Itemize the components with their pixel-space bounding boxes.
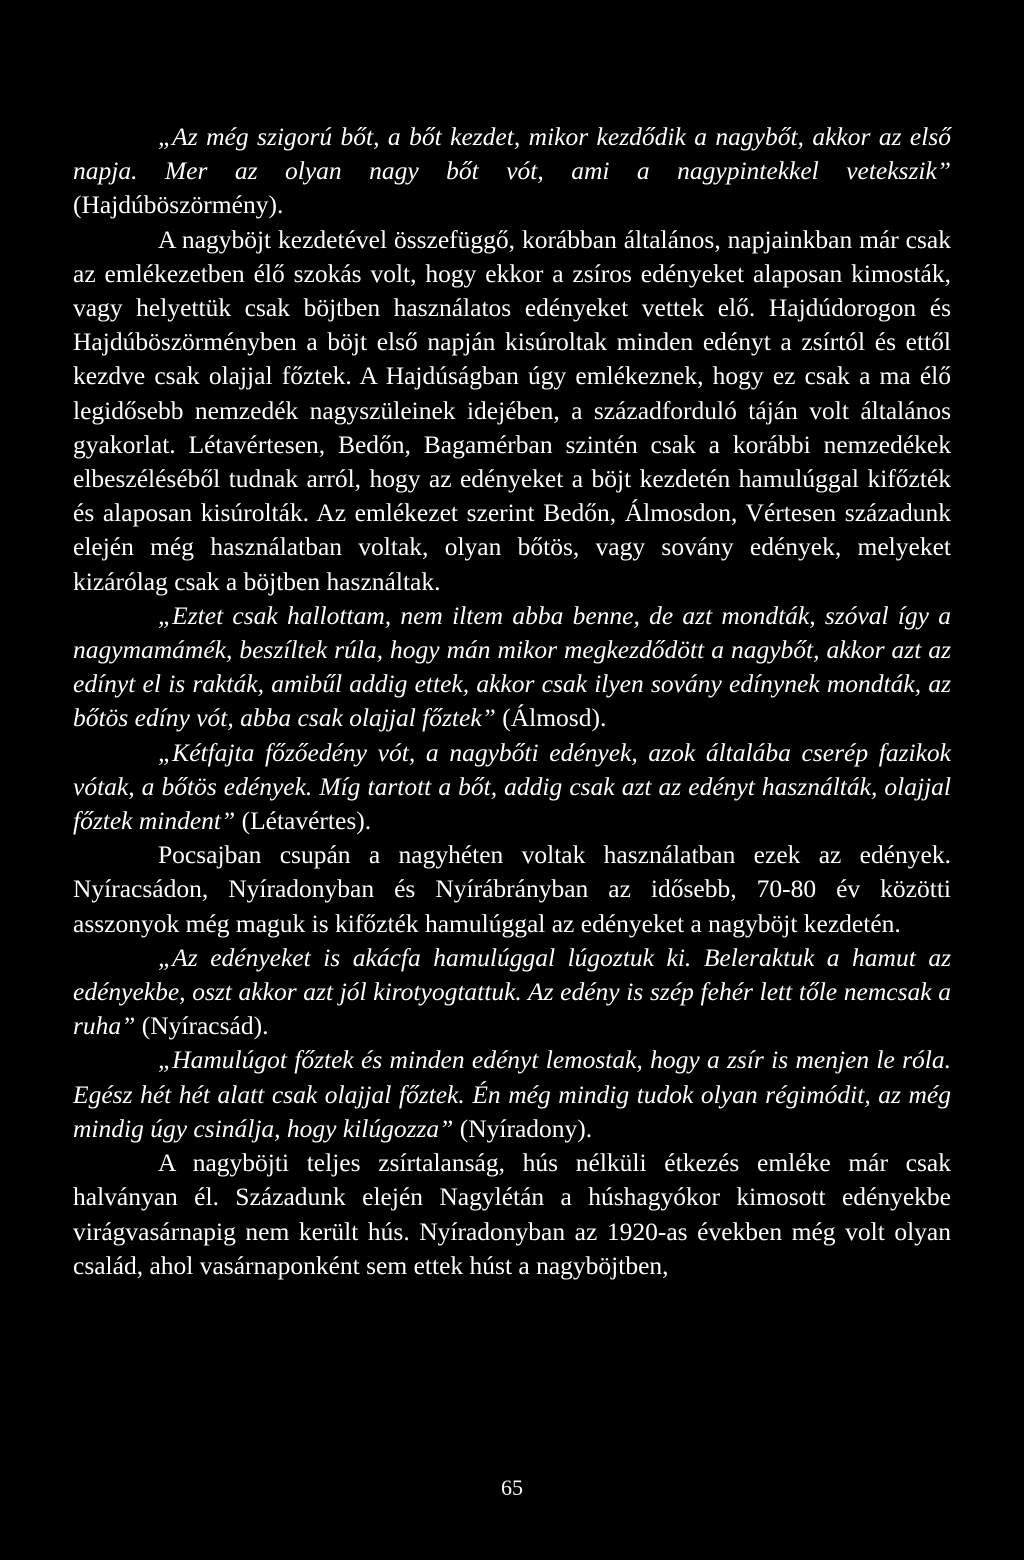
- quote-text: „Az edényeket is akácfa hamulúggal lúgoztuk ki. Beleraktuk a hamut az edényekbe, oszt akkor azt jól kirotyogtattuk. Az edény is szép fehér lett tőle nemcsak a ruha”: [73, 942, 951, 1041]
- body-paragraph-text: A nagyböjti teljes zsírtalanság, hús nélküli étkezés emléke már csak halványan él. Századunk elején Nagylétán a húshagyókor kimosott edényekbe virágvasárnapig nem került hús. Nyíradonyban az 1920-as években még volt olyan család, ahol vasárnaponként sem ettek húst a nagyböjtben,: [73, 1148, 951, 1280]
- body-text: [73, 120, 951, 1283]
- source-text: (Nyíradony).: [453, 1113, 593, 1143]
- paragraph-1: [73, 120, 951, 223]
- quote-text: „Hamulúgot főztek és minden edényt lemostak, hogy a zsír is menjen le róla. Egész hét hét alatt csak olajjal főztek. Én még mindig tudok olyan régimódit, az még mindig úgy csinálja, hogy kilúgozza”: [73, 1045, 951, 1143]
- source-text: (Álmosd).: [495, 703, 607, 733]
- quote-text: „Kétfajta főzőedény vót, a nagybőti edények, azok általába cserép fazikok vótak, a bőtös edények. Míg tartott a bőt, addig csak azt az edényt használták, olajjal főztek mindent”: [73, 737, 951, 836]
- paragraph-5: [73, 838, 951, 941]
- paragraph-4: [73, 736, 951, 839]
- page-number: 65: [501, 1475, 523, 1500]
- source-text: (Hajdúböszörmény).: [73, 190, 284, 220]
- quote-text: „Eztet csak hallottam, nem iltem abba benne, de azt mondták, szóval így a nagymamámék, beszíltek rúla, hogy mán mikor megkezdődött a nagybőt, akkor azt az edínyt el is rakták, amibűl addig ettek, akkor csak ilyen sovány edínynek mondták, az bőtös edíny vót, abba csak olajjal főztek”: [73, 600, 951, 733]
- paragraph-6: [73, 941, 951, 1044]
- body-paragraph-text: Pocsajban csupán a nagyhéten voltak használatban ezek az edények. Nyíracsádon, Nyíradonyban és Nyírábrányban az idősebb, 70-80 év közötti asszonyok még maguk is kifőzték hamulúggal az edényeket a nagyböjt kezdetén.: [73, 840, 951, 938]
- paragraph-2: [73, 223, 951, 599]
- paragraph-3: [73, 599, 951, 736]
- source-text: (Létavértes).: [235, 806, 372, 836]
- paragraph-8: [73, 1146, 951, 1283]
- quote-text: „Az még szigorú bőt, a bőt kezdet, mikor kezdődik a nagybőt, akkor az első napja. Mer az olyan nagy bőt vót, ami a nagypintekkel vetekszik”: [73, 122, 951, 186]
- source-text: (Nyíracsád).: [135, 1011, 269, 1041]
- paragraph-7: [73, 1043, 951, 1146]
- body-paragraph-text: A nagyböjt kezdetével összefüggő, korábban általános, napjainkban már csak az emlékezetben élő szokás volt, hogy ekkor a zsíros edényeket alaposan kimosták, vagy helyettük csak böjtben használatos edényeket vettek elő. Hajdúdorogon és Hajdúböszörményben a böjt első napján kisúroltak minden edényt a zsírtól és ettől kezdve csak olajjal főztek. A Hajdúságban úgy emlékeznek, hogy ez csak a ma élő legidősebb nemzedék nagyszüleinek idejében, a századforduló táján volt általános gyakorlat. Létavértesen, Bedőn, Bagamérban szintén csak a korábbi nemzedékek elbeszéléséből tudnak arról, hogy az edényeket a böjt kezdetén hamulúggal kifőzték és alaposan kisúrolták. Az emlékezet szerint Bedőn, Álmosdon, Vértesen századunk elején még használatban voltak, olyan bőtös, vagy sovány edények, melyeket kizárólag csak a böjtben használtak.: [73, 224, 951, 596]
